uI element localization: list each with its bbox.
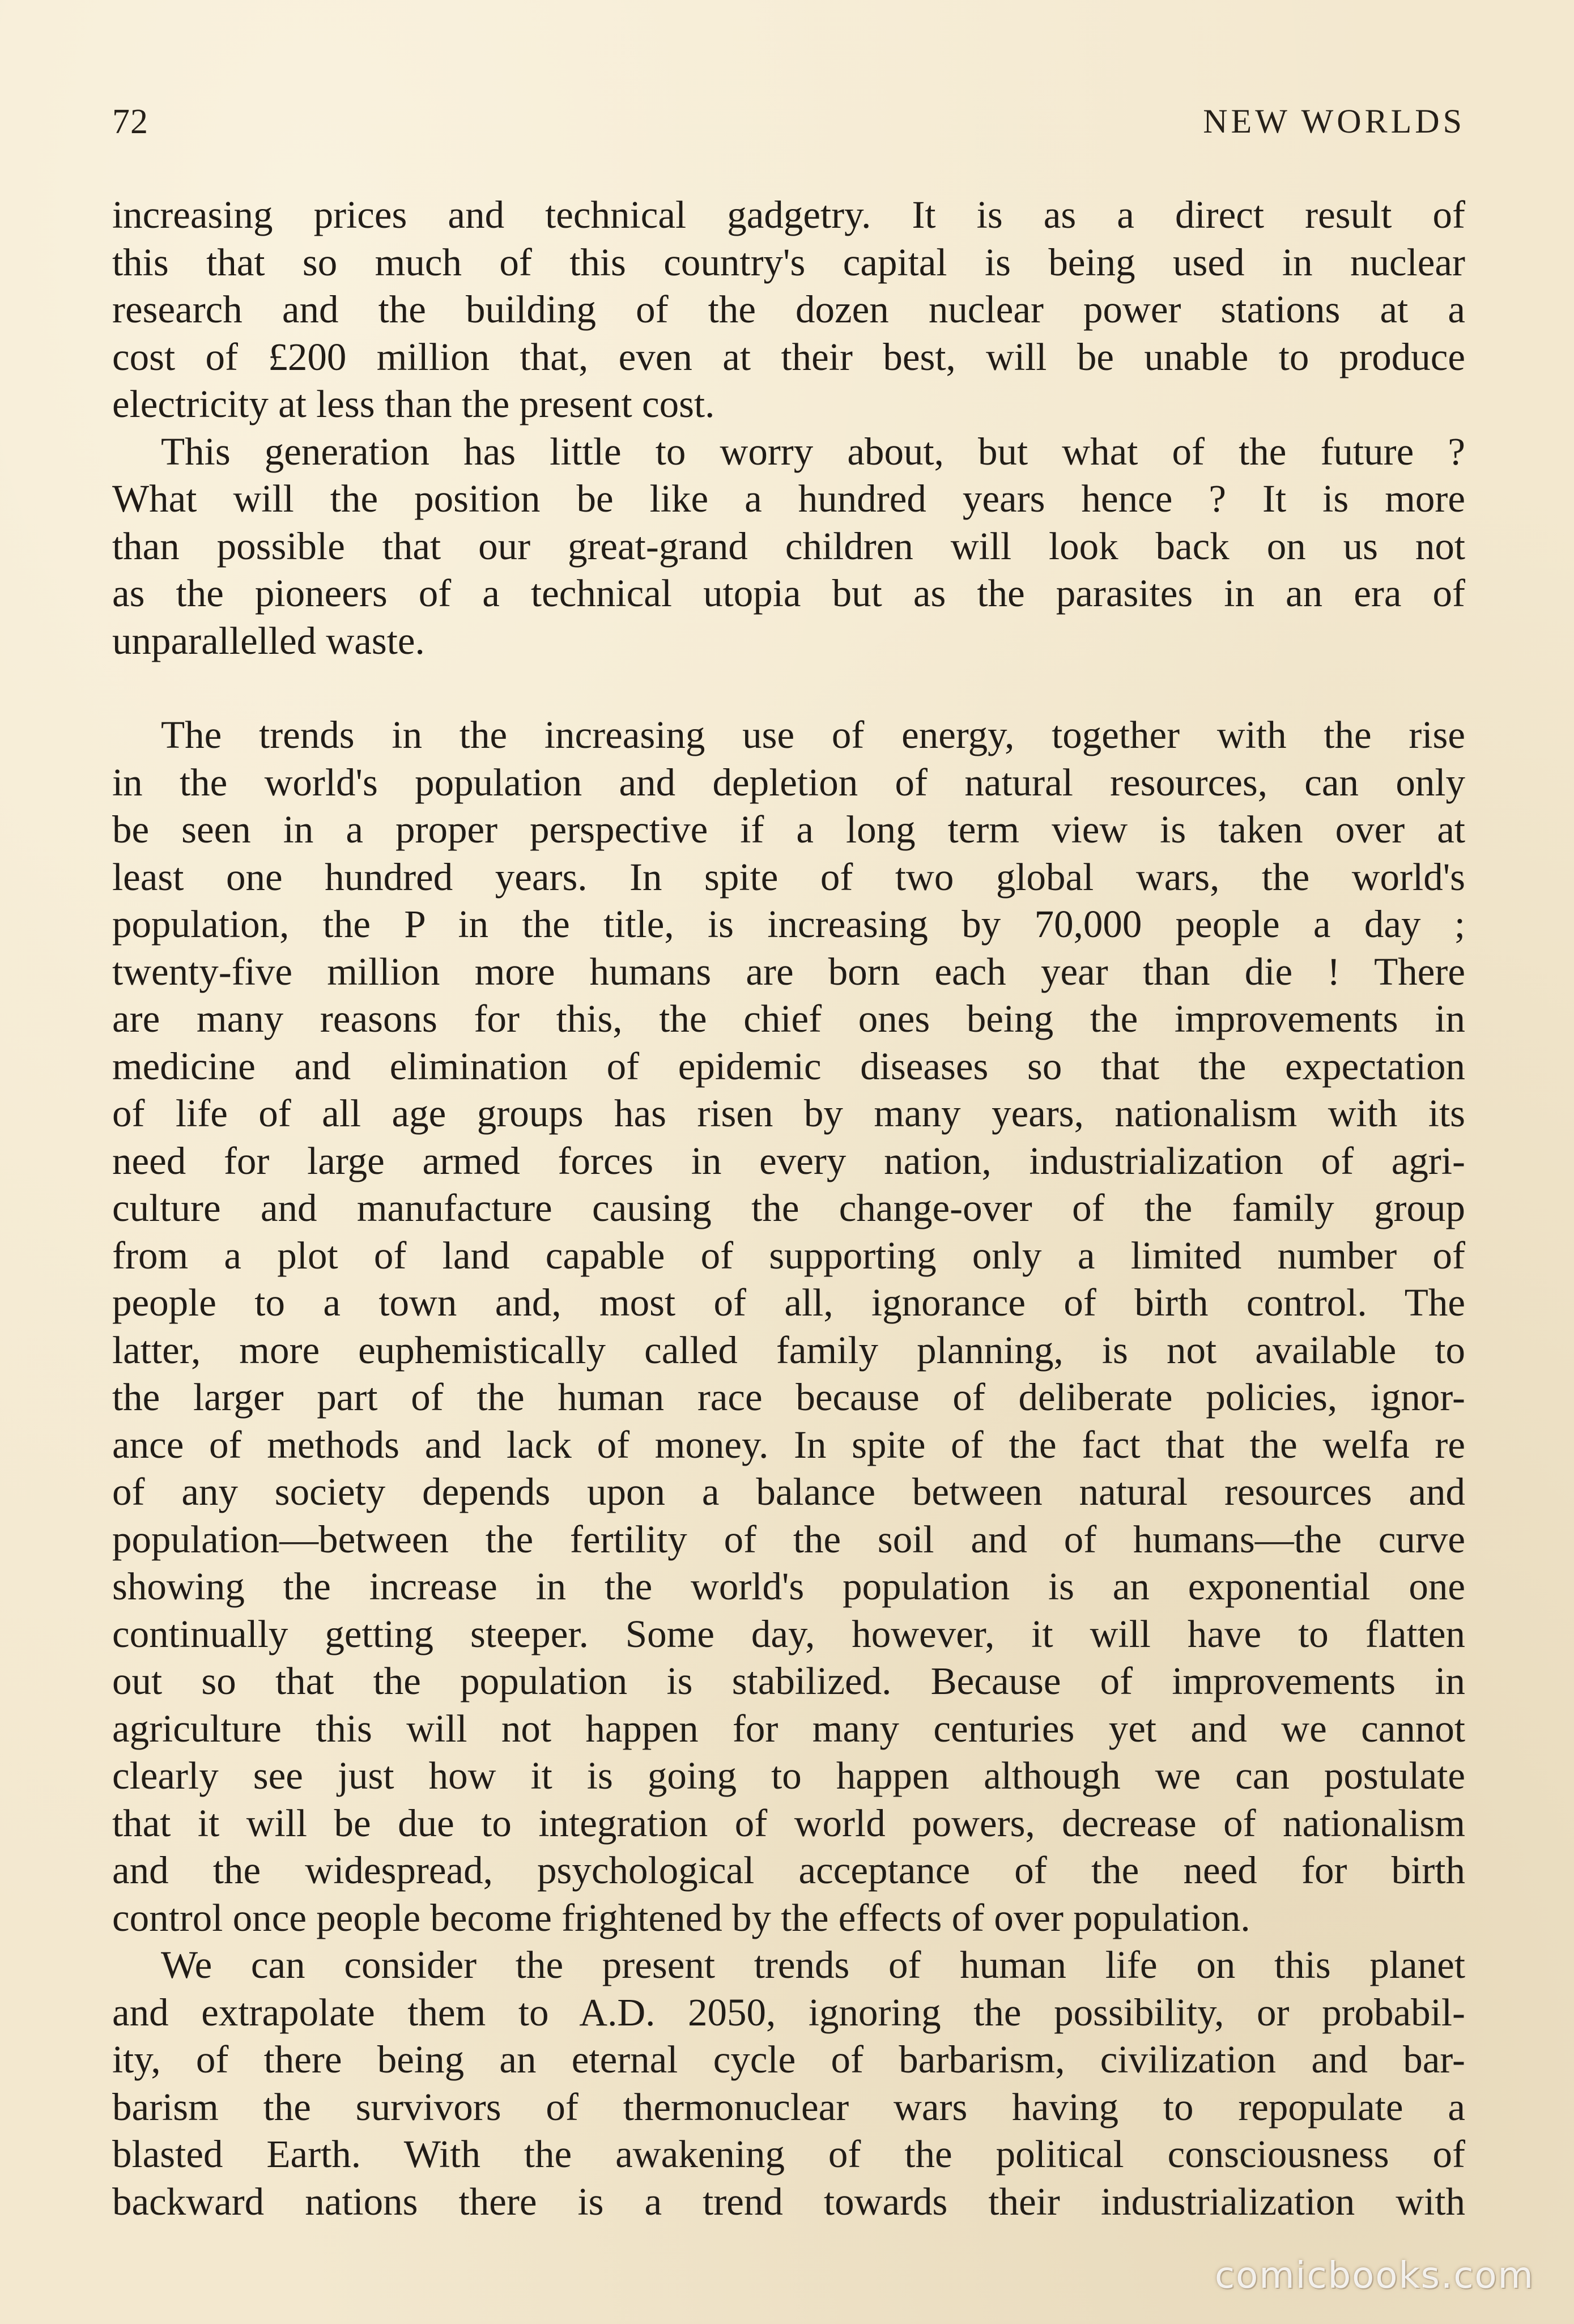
text-line: least one hundred years. In spite of two global wars, the world's — [112, 855, 1465, 899]
text-line: continually getting steeper. Some day, however, it will have to flatten — [112, 1612, 1465, 1655]
text-line: be seen in a proper perspective if a long term view is taken over at — [112, 808, 1465, 851]
text-line: agriculture this will not happen for many centuries yet and we cannot — [112, 1706, 1465, 1750]
page-header — [112, 102, 1465, 153]
section-break — [112, 665, 1465, 712]
paragraph — [112, 428, 1465, 665]
text-line: need for large armed forces in every nation, industrialization of agri- — [112, 1139, 1465, 1182]
text-line: population, the P in the title, is increasing by 70,000 people a day ; — [112, 903, 1465, 946]
text-line: from a plot of land capable of supporting only a limited number of — [112, 1233, 1465, 1277]
text-line: out so that the population is stabilized. Because of improvements in — [112, 1659, 1465, 1702]
text-line: We can consider the present trends of human life on this planet — [161, 1943, 1465, 1986]
text-line: control once people become frightened by the effects of over population. — [112, 1896, 1250, 1939]
text-line: of any society depends upon a balance between natural resources and — [112, 1470, 1465, 1513]
text-line: barism the survivors of thermonuclear wars having to repopulate a — [112, 2085, 1465, 2129]
text-line: population—between the fertility of the soil and of humans—the curve — [112, 1517, 1465, 1561]
text-line: ity, of there being an eternal cycle of barbarism, civilization and bar- — [112, 2038, 1465, 2081]
text-line: increasing prices and technical gadgetry. It is as a direct result of — [112, 193, 1465, 236]
text-line: culture and manufacture causing the change-over of the family group — [112, 1186, 1465, 1229]
paragraph — [112, 1942, 1465, 2225]
text-line: and extrapolate them to A.D. 2050, ignoring the possibility, or probabil- — [112, 1990, 1465, 2034]
text-line: are many reasons for this, the chief ones being the improvements in — [112, 997, 1465, 1040]
text-line: medicine and elimination of epidemic diseases so that the expectation — [112, 1044, 1465, 1088]
page-number: 72 — [112, 103, 148, 141]
text-line: as the pioneers of a technical utopia but as the parasites in an era of — [112, 572, 1465, 615]
book-page — [112, 102, 1465, 2232]
text-line: unparallelled waste. — [112, 619, 425, 662]
text-line: people to a town and, most of all, ignorance of birth control. The — [112, 1281, 1465, 1324]
text-line: research and the building of the dozen nuclear power stations at a — [112, 288, 1465, 331]
running-head: NEW WORLDS — [1203, 103, 1465, 140]
paragraph — [112, 712, 1465, 1942]
text-line: clearly see just how it is going to happen although we can postulate — [112, 1754, 1465, 1797]
text-line: twenty-five million more humans are born each year than die ! There — [112, 950, 1465, 993]
paragraph — [112, 191, 1465, 428]
text-line: The trends in the increasing use of energy, together with the rise — [161, 713, 1465, 756]
text-line: electricity at less than the present cost. — [112, 382, 715, 425]
text-line: ance of methods and lack of money. In spite of the fact that the welfa re — [112, 1423, 1465, 1466]
text-line: This generation has little to worry about, but what of the future ? — [161, 429, 1465, 473]
text-line: What will the position be like a hundred years hence ? It is more — [112, 477, 1465, 520]
watermark: comicbooks.com — [1214, 2255, 1534, 2297]
text-line: latter, more euphemistically called family planning, is not available to — [112, 1328, 1465, 1372]
text-line: and the widespread, psychological acceptance of the need for birth — [112, 1849, 1465, 1892]
text-line: blasted Earth. With the awakening of the political consciousness of — [112, 2133, 1465, 2176]
text-line: in the world's population and depletion of natural resources, can only — [112, 760, 1465, 804]
body-text — [112, 191, 1465, 2225]
text-line: the larger part of the human race because of deliberate policies, ignor- — [112, 1376, 1465, 1419]
text-line: showing the increase in the world's population is an exponential one — [112, 1565, 1465, 1608]
text-line: that it will be due to integration of world powers, decrease of nationalism — [112, 1801, 1465, 1845]
text-line: backward nations there is a trend towards their industrialization with — [112, 2180, 1465, 2223]
text-line: of life of all age groups has risen by many years, nationalism with its — [112, 1092, 1465, 1135]
text-line: than possible that our great-grand children will look back on us not — [112, 524, 1465, 568]
text-line: cost of £200 million that, even at their best, will be unable to produce — [112, 335, 1465, 378]
text-line: this that so much of this country's capital is being used in nuclear — [112, 240, 1465, 284]
